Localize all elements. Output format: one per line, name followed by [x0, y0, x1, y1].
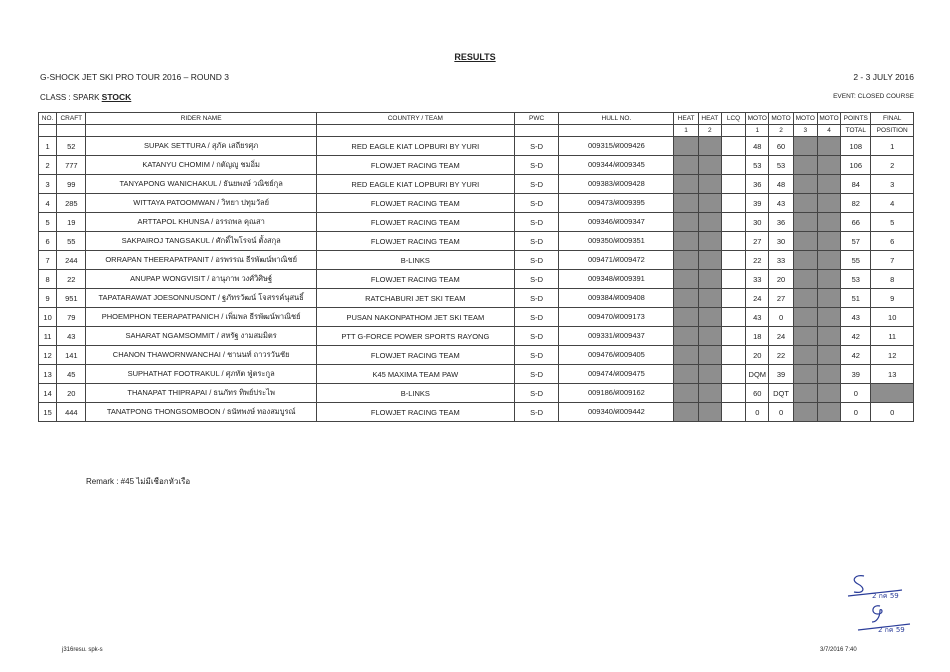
cell-rider: CHANON THAWORNWANCHAI / ชานนท์ ถาวรวันชัย — [86, 346, 316, 365]
cell-position: 7 — [871, 251, 914, 270]
cell-pwc: S-D — [514, 384, 558, 403]
svg-text:2 กค 59: 2 กค 59 — [878, 626, 905, 634]
cell-total: 53 — [841, 270, 871, 289]
cell-moto1: DQM — [746, 365, 769, 384]
cell-craft: 99 — [57, 175, 86, 194]
table-row — [39, 403, 914, 422]
cell-lcq — [721, 213, 745, 232]
cell-team: PUSAN NAKONPATHOM JET SKI TEAM — [316, 308, 514, 327]
cell-moto2: DQT — [769, 384, 793, 403]
cell-team: FLOWJET RACING TEAM — [316, 270, 514, 289]
cell-moto3 — [793, 156, 817, 175]
cell-rider: SUPAK SETTURA / สุภัค เสถียรศุภ — [86, 137, 316, 156]
cell-moto4 — [817, 270, 840, 289]
cell-no: 10 — [39, 308, 57, 327]
cell-moto4 — [817, 156, 840, 175]
col-pwc: PWC — [514, 113, 558, 125]
cell-moto4 — [817, 137, 840, 156]
cell-moto1: 27 — [746, 232, 769, 251]
cell-moto2: 27 — [769, 289, 793, 308]
cell-no: 2 — [39, 156, 57, 175]
cell-lcq — [721, 365, 745, 384]
cell-team: K45 MAXIMA TEAM PAW — [316, 365, 514, 384]
signature-stamp — [836, 570, 916, 640]
cell-lcq — [721, 270, 745, 289]
cell-hull: 009348/ศ009391 — [559, 270, 674, 289]
cell-moto3 — [793, 327, 817, 346]
cell-hull: 009473/ศ009395 — [559, 194, 674, 213]
cell-moto1: 24 — [746, 289, 769, 308]
cell-no: 6 — [39, 232, 57, 251]
cell-team: RED EAGLE KIAT LOPBURI BY YURI — [316, 175, 514, 194]
cell-heat2 — [698, 289, 721, 308]
cell-position: 0 — [871, 403, 914, 422]
cell-craft: 43 — [57, 327, 86, 346]
cell-position: 1 — [871, 137, 914, 156]
table-row — [39, 270, 914, 289]
cell-heat1 — [674, 308, 698, 327]
table-row — [39, 251, 914, 270]
cell-rider: KATANYU CHOMIM / กตัญญู ชมอิ่ม — [86, 156, 316, 175]
cell-total: 42 — [841, 346, 871, 365]
cell-moto3 — [793, 232, 817, 251]
cell-rider: SUPHATHAT FOOTRAKUL / ศุภทัต ฟู่ตระกูล — [86, 365, 316, 384]
cell-team: FLOWJET RACING TEAM — [316, 346, 514, 365]
cell-moto4 — [817, 327, 840, 346]
cell-craft: 141 — [57, 346, 86, 365]
cell-lcq — [721, 232, 745, 251]
sub-total: TOTAL — [841, 125, 871, 137]
col-moto4: MOTO — [817, 113, 840, 125]
col-rider: RIDER NAME — [86, 113, 316, 125]
subheader-row — [39, 125, 914, 137]
cell-team: B-LINKS — [316, 251, 514, 270]
footer-filename: j316resu. spk-s — [62, 647, 103, 653]
cell-hull: 009350/ศ009351 — [559, 232, 674, 251]
cell-heat2 — [698, 384, 721, 403]
cell-total: 108 — [841, 137, 871, 156]
cell-hull: 009331/ศ009437 — [559, 327, 674, 346]
cell-position — [871, 384, 914, 403]
cell-heat2 — [698, 365, 721, 384]
cell-position: 6 — [871, 232, 914, 251]
cell-position: 2 — [871, 156, 914, 175]
cell-craft: 45 — [57, 365, 86, 384]
cell-rider: TANYAPONG WANICHAKUL / ธันยพงษ์ วณิชย์กุล — [86, 175, 316, 194]
cell-pwc: S-D — [514, 137, 558, 156]
cell-no: 8 — [39, 270, 57, 289]
table-row — [39, 346, 914, 365]
cell-heat2 — [698, 251, 721, 270]
cell-craft: 79 — [57, 308, 86, 327]
cell-heat1 — [674, 213, 698, 232]
cell-moto4 — [817, 194, 840, 213]
cell-moto4 — [817, 289, 840, 308]
cell-heat2 — [698, 156, 721, 175]
cell-craft: 777 — [57, 156, 86, 175]
cell-rider: PHOEMPHON TEERAPATPANICH / เพิ่มพล ธีรพัฒน์พาณิชย์ — [86, 308, 316, 327]
class-prefix: CLASS : SPARK — [40, 93, 100, 102]
cell-rider: TAPATARAWAT JOESONNUSONT / ฐภัทรวัฒน์ โจสรรค์นุสนธิ์ — [86, 289, 316, 308]
table-row — [39, 137, 914, 156]
cell-position: 9 — [871, 289, 914, 308]
event-date: 2 - 3 JULY 2016 — [853, 72, 914, 82]
cell-heat1 — [674, 346, 698, 365]
table-row — [39, 384, 914, 403]
cell-team: FLOWJET RACING TEAM — [316, 232, 514, 251]
cell-no: 3 — [39, 175, 57, 194]
cell-position: 11 — [871, 327, 914, 346]
cell-craft: 52 — [57, 137, 86, 156]
cell-lcq — [721, 156, 745, 175]
cell-pwc: S-D — [514, 213, 558, 232]
cell-moto3 — [793, 308, 817, 327]
cell-total: 0 — [841, 403, 871, 422]
cell-moto4 — [817, 251, 840, 270]
table-row — [39, 308, 914, 327]
cell-lcq — [721, 327, 745, 346]
cell-moto1: 22 — [746, 251, 769, 270]
cell-no: 15 — [39, 403, 57, 422]
cell-pwc: S-D — [514, 251, 558, 270]
cell-team: RATCHABURI JET SKI TEAM — [316, 289, 514, 308]
cell-position: 8 — [871, 270, 914, 289]
cell-rider: WITTAYA PATOOMWAN / วิทยา ปทุมวัลย์ — [86, 194, 316, 213]
cell-craft: 22 — [57, 270, 86, 289]
cell-pwc: S-D — [514, 365, 558, 384]
cell-lcq — [721, 251, 745, 270]
cell-position: 4 — [871, 194, 914, 213]
cell-total: 82 — [841, 194, 871, 213]
cell-team: B-LINKS — [316, 384, 514, 403]
cell-heat1 — [674, 232, 698, 251]
cell-no: 1 — [39, 137, 57, 156]
cell-moto1: 48 — [746, 137, 769, 156]
cell-heat2 — [698, 175, 721, 194]
cell-moto3 — [793, 365, 817, 384]
cell-craft: 951 — [57, 289, 86, 308]
cell-team: FLOWJET RACING TEAM — [316, 403, 514, 422]
class-name: STOCK — [101, 92, 132, 102]
cell-moto2: 43 — [769, 194, 793, 213]
cell-hull: 009186/ศ009162 — [559, 384, 674, 403]
cell-team: FLOWJET RACING TEAM — [316, 194, 514, 213]
cell-craft: 55 — [57, 232, 86, 251]
cell-lcq — [721, 384, 745, 403]
cell-craft: 20 — [57, 384, 86, 403]
cell-hull: 009344/ศ009345 — [559, 156, 674, 175]
cell-moto3 — [793, 175, 817, 194]
cell-moto2: 48 — [769, 175, 793, 194]
col-points: POINTS — [841, 113, 871, 125]
table-row — [39, 175, 914, 194]
cell-pwc: S-D — [514, 175, 558, 194]
svg-text:2 กค 59: 2 กค 59 — [872, 592, 899, 600]
cell-team: RED EAGLE KIAT LOPBURI BY YURI — [316, 137, 514, 156]
cell-pwc: S-D — [514, 194, 558, 213]
cell-moto3 — [793, 194, 817, 213]
cell-moto3 — [793, 213, 817, 232]
cell-heat2 — [698, 213, 721, 232]
cell-moto2: 60 — [769, 137, 793, 156]
cell-moto3 — [793, 384, 817, 403]
col-heat2: HEAT — [698, 113, 721, 125]
cell-hull: 009474/ศ009475 — [559, 365, 674, 384]
cell-moto4 — [817, 346, 840, 365]
cell-rider: ARTTAPOL KHUNSA / อรรถพล คุณสา — [86, 213, 316, 232]
results-table — [38, 112, 914, 422]
cell-lcq — [721, 137, 745, 156]
table-row — [39, 289, 914, 308]
cell-total: 0 — [841, 384, 871, 403]
event-name: G-SHOCK JET SKI PRO TOUR 2016 – ROUND 3 — [40, 72, 229, 82]
cell-moto1: 60 — [746, 384, 769, 403]
cell-no: 9 — [39, 289, 57, 308]
cell-pwc: S-D — [514, 308, 558, 327]
cell-heat2 — [698, 232, 721, 251]
cell-pwc: S-D — [514, 289, 558, 308]
cell-team: FLOWJET RACING TEAM — [316, 156, 514, 175]
cell-hull: 009476/ศ009405 — [559, 346, 674, 365]
cell-heat1 — [674, 251, 698, 270]
col-no: NO. — [39, 113, 57, 125]
cell-team: PTT G-FORCE POWER SPORTS RAYONG — [316, 327, 514, 346]
cell-heat1 — [674, 289, 698, 308]
cell-heat1 — [674, 327, 698, 346]
cell-hull: 009383/ศ009428 — [559, 175, 674, 194]
cell-hull: 009340/ศ009442 — [559, 403, 674, 422]
cell-heat2 — [698, 194, 721, 213]
cell-moto2: 0 — [769, 308, 793, 327]
cell-pwc: S-D — [514, 403, 558, 422]
table-row — [39, 213, 914, 232]
col-final: FINAL — [871, 113, 914, 125]
cell-rider: ORRAPAN THEERAPATPANIT / อรพรรณ ธีรพัฒน์พาณิชย์ — [86, 251, 316, 270]
cell-moto1: 18 — [746, 327, 769, 346]
cell-moto3 — [793, 270, 817, 289]
cell-heat1 — [674, 156, 698, 175]
cell-total: 43 — [841, 308, 871, 327]
cell-pwc: S-D — [514, 156, 558, 175]
col-moto2: MOTO — [769, 113, 793, 125]
cell-position: 5 — [871, 213, 914, 232]
cell-total: 42 — [841, 327, 871, 346]
sub-moto3: 3 — [793, 125, 817, 137]
cell-craft: 285 — [57, 194, 86, 213]
sub-moto4: 4 — [817, 125, 840, 137]
col-team: COUNTRY / TEAM — [316, 113, 514, 125]
cell-moto4 — [817, 403, 840, 422]
cell-position: 3 — [871, 175, 914, 194]
cell-hull: 009470/ศ009173 — [559, 308, 674, 327]
cell-lcq — [721, 346, 745, 365]
cell-no: 13 — [39, 365, 57, 384]
col-heat1: HEAT — [674, 113, 698, 125]
cell-total: 84 — [841, 175, 871, 194]
cell-moto1: 43 — [746, 308, 769, 327]
cell-heat2 — [698, 346, 721, 365]
cell-moto1: 53 — [746, 156, 769, 175]
cell-total: 39 — [841, 365, 871, 384]
cell-rider: THANAPAT THIPRAPAI / ธนภัทร ทิพย์ประไพ — [86, 384, 316, 403]
cell-heat2 — [698, 403, 721, 422]
cell-moto2: 39 — [769, 365, 793, 384]
cell-total: 55 — [841, 251, 871, 270]
cell-heat2 — [698, 137, 721, 156]
cell-craft: 444 — [57, 403, 86, 422]
cell-craft: 244 — [57, 251, 86, 270]
cell-moto4 — [817, 213, 840, 232]
cell-moto2: 36 — [769, 213, 793, 232]
cell-craft: 19 — [57, 213, 86, 232]
cell-total: 51 — [841, 289, 871, 308]
cell-position: 13 — [871, 365, 914, 384]
cell-no: 4 — [39, 194, 57, 213]
cell-heat1 — [674, 403, 698, 422]
sub-heat2: 2 — [698, 125, 721, 137]
cell-moto1: 36 — [746, 175, 769, 194]
table-row — [39, 194, 914, 213]
cell-rider: SAKPAIROJ TANGSAKUL / ศักดิ์ไพโรจน์ ตั้งสกุล — [86, 232, 316, 251]
cell-moto1: 39 — [746, 194, 769, 213]
col-craft: CRAFT — [57, 113, 86, 125]
cell-total: 66 — [841, 213, 871, 232]
cell-heat1 — [674, 384, 698, 403]
cell-lcq — [721, 289, 745, 308]
cell-no: 14 — [39, 384, 57, 403]
table-row — [39, 232, 914, 251]
cell-lcq — [721, 308, 745, 327]
cell-team: FLOWJET RACING TEAM — [316, 213, 514, 232]
cell-moto1: 30 — [746, 213, 769, 232]
cell-heat1 — [674, 137, 698, 156]
cell-heat2 — [698, 308, 721, 327]
cell-rider: ANUPAP WONGVISIT / อานุภาพ วงศ์วิศิษฐ์ — [86, 270, 316, 289]
sub-moto1: 1 — [746, 125, 769, 137]
col-moto3: MOTO — [793, 113, 817, 125]
remark: Remark : #45 ไม่มีเชือกหัวเรือ — [86, 477, 191, 486]
cell-moto2: 53 — [769, 156, 793, 175]
event-type: EVENT: CLOSED COURSE — [833, 93, 914, 100]
cell-heat1 — [674, 270, 698, 289]
cell-moto4 — [817, 308, 840, 327]
cell-moto4 — [817, 384, 840, 403]
cell-pwc: S-D — [514, 327, 558, 346]
cell-rider: SAHARAT NGAMSOMMIT / สหรัฐ งามสมมิตร — [86, 327, 316, 346]
cell-pwc: S-D — [514, 232, 558, 251]
header-row — [39, 113, 914, 125]
cell-no: 7 — [39, 251, 57, 270]
cell-no: 5 — [39, 213, 57, 232]
cell-hull: 009471/ศ009472 — [559, 251, 674, 270]
cell-moto2: 22 — [769, 346, 793, 365]
col-moto1: MOTO — [746, 113, 769, 125]
table-row — [39, 365, 914, 384]
cell-moto1: 20 — [746, 346, 769, 365]
cell-lcq — [721, 175, 745, 194]
cell-total: 57 — [841, 232, 871, 251]
cell-heat1 — [674, 365, 698, 384]
cell-position: 10 — [871, 308, 914, 327]
cell-moto1: 0 — [746, 403, 769, 422]
table-row — [39, 327, 914, 346]
cell-heat1 — [674, 175, 698, 194]
class-label — [40, 92, 131, 102]
footer-timestamp: 3/7/2016 7:40 — [820, 647, 857, 653]
cell-pwc: S-D — [514, 346, 558, 365]
sub-position: POSITION — [871, 125, 914, 137]
cell-moto1: 33 — [746, 270, 769, 289]
cell-moto3 — [793, 346, 817, 365]
col-hull: HULL NO. — [559, 113, 674, 125]
cell-moto2: 20 — [769, 270, 793, 289]
cell-heat1 — [674, 194, 698, 213]
cell-moto3 — [793, 289, 817, 308]
cell-moto2: 24 — [769, 327, 793, 346]
cell-lcq — [721, 194, 745, 213]
cell-moto3 — [793, 251, 817, 270]
cell-moto4 — [817, 232, 840, 251]
cell-hull: 009384/ศ009408 — [559, 289, 674, 308]
sub-moto2: 2 — [769, 125, 793, 137]
cell-no: 12 — [39, 346, 57, 365]
results-title: RESULTS — [454, 52, 496, 62]
cell-lcq — [721, 403, 745, 422]
cell-moto2: 30 — [769, 232, 793, 251]
sub-heat1: 1 — [674, 125, 698, 137]
cell-heat2 — [698, 270, 721, 289]
col-lcq: LCQ — [721, 113, 745, 125]
table-row — [39, 156, 914, 175]
cell-moto4 — [817, 365, 840, 384]
cell-hull: 009346/ศ009347 — [559, 213, 674, 232]
cell-hull: 009315/ศ009426 — [559, 137, 674, 156]
cell-moto4 — [817, 175, 840, 194]
cell-moto2: 0 — [769, 403, 793, 422]
cell-heat2 — [698, 327, 721, 346]
cell-total: 106 — [841, 156, 871, 175]
cell-rider: TANATPONG THONGSOMBOON / ธนัทพงษ์ ทองสมบูรณ์ — [86, 403, 316, 422]
cell-moto3 — [793, 403, 817, 422]
cell-moto2: 33 — [769, 251, 793, 270]
cell-position: 12 — [871, 346, 914, 365]
cell-no: 11 — [39, 327, 57, 346]
cell-moto3 — [793, 137, 817, 156]
cell-pwc: S-D — [514, 270, 558, 289]
